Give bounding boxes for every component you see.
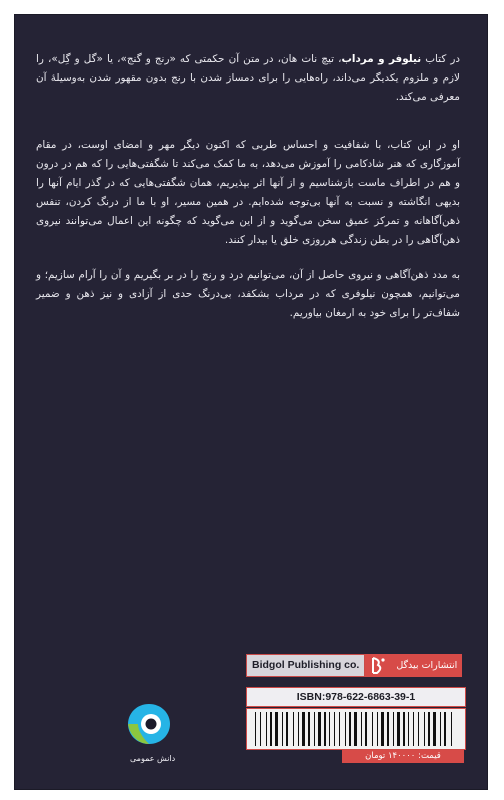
publisher-name-en: Bidgol Publishing co.: [246, 654, 365, 677]
back-cover: [14, 14, 488, 790]
barcode-bar: [324, 712, 326, 746]
bidgol-logo-icon: [365, 654, 391, 677]
barcode-bar: [361, 712, 362, 746]
paragraph-conclusion: به مدد ذهن‌آگاهی و نیروی حاصل از آن، می‌توانیم درد و رنج را در بر بگیریم و آن را آرام سازیم؛ و می‌توانیم، همچون نیلوفری که در مرداب بشکفد، بی‌درنگ حدی از آزادی و نیز ذهن و ضمیر شفاف‌تر را برای خود به ارمغان بیاوریم.: [36, 269, 460, 319]
book-title-bold: نیلوفر و مرداب: [341, 53, 422, 65]
barcode-bar: [302, 712, 305, 746]
barcode-bar: [282, 712, 283, 746]
barcode-bar: [339, 712, 340, 746]
barcode-bar: [365, 712, 367, 746]
barcode-bar: [260, 712, 261, 746]
publisher-name-fa: انتشارات بیدگل: [391, 654, 462, 677]
publisher-strip: [246, 654, 472, 677]
barcode-bar: [329, 712, 330, 746]
barcode-bar: [408, 712, 409, 746]
barcode-bar: [270, 712, 272, 746]
imprint-label: دانش عمومی: [130, 754, 176, 763]
barcode-bar: [308, 712, 310, 746]
barcode-bar: [286, 712, 288, 746]
paragraph-intro: در کتاب نیلوفر و مرداب، تیچ نات هان، در متن آن حکمتی که «رنج و گنج»، یا «گل و گِل»، را لازم و ملزوم یکدیگر می‌داند، راه‌هایی را برای دمساز شدن با رنج بدون مقهور شدن به‌وسیلهٔ آن معرفی می‌کند.: [36, 53, 460, 103]
barcode-bar: [393, 712, 394, 746]
barcode-bar: [318, 712, 321, 746]
barcode-bar: [428, 712, 430, 746]
barcode-bar: [444, 712, 446, 746]
barcode-bar: [381, 712, 384, 746]
isbn-label: ISBN:978-622-6863-39-1: [246, 687, 466, 707]
barcode-bar: [451, 712, 452, 746]
eye-logo-icon: [126, 702, 172, 760]
barcode-bar: [403, 712, 405, 746]
barcode-icon: [246, 708, 466, 750]
barcode-bar: [255, 712, 256, 746]
barcode-bar: [314, 712, 315, 746]
barcode-bar: [298, 712, 299, 746]
paragraph-description: او در این کتاب، با شفافیت و احساس طربی که اکنون دیگر مهر و امضای اوست، در مقام آموزگاری که هنر شادکامی را آموزش می‌دهد، به ما کمک می‌کند تا شگفتی‌هایی را که هم در درون و هم در اطراف ماست بازشناسیم و از آنها اثر بپذیریم، همان شگفتی‌هایی که در گذر ایام آنها را بدیهی انگاشته و نسبت به آنها بی‌توجه شده‌ایم. در همین مسیر، او با ما از درنگ کردن، تنفس ذهن‌آگاهانه و تمرکز عمیق سخن می‌گوید و از این می‌گوید که چگونه این اعمال می‌توانند نیروی ذهن‌آگاهی را در بطن زندگی هرروزی خلق یا بیدار کنند.: [36, 139, 460, 246]
barcode-bar: [424, 712, 425, 746]
barcode-bar: [433, 712, 436, 746]
barcode-bar: [349, 712, 351, 746]
barcode-bar: [377, 712, 378, 746]
barcode-bar: [418, 712, 419, 746]
barcode-bar: [275, 712, 278, 746]
barcode-bar: [266, 712, 267, 746]
barcode-bar: [354, 712, 357, 746]
barcode-bar: [397, 712, 400, 746]
barcode-bar: [345, 712, 346, 746]
barcode-bar: [440, 712, 441, 746]
barcode-bar: [334, 712, 335, 746]
price-tag: قیمت: ۱۴۰۰۰۰ تومان: [342, 750, 464, 763]
barcode-bar: [387, 712, 389, 746]
barcode-bar: [413, 712, 414, 746]
barcode-bar: [372, 712, 373, 746]
barcode-bar: [293, 712, 294, 746]
